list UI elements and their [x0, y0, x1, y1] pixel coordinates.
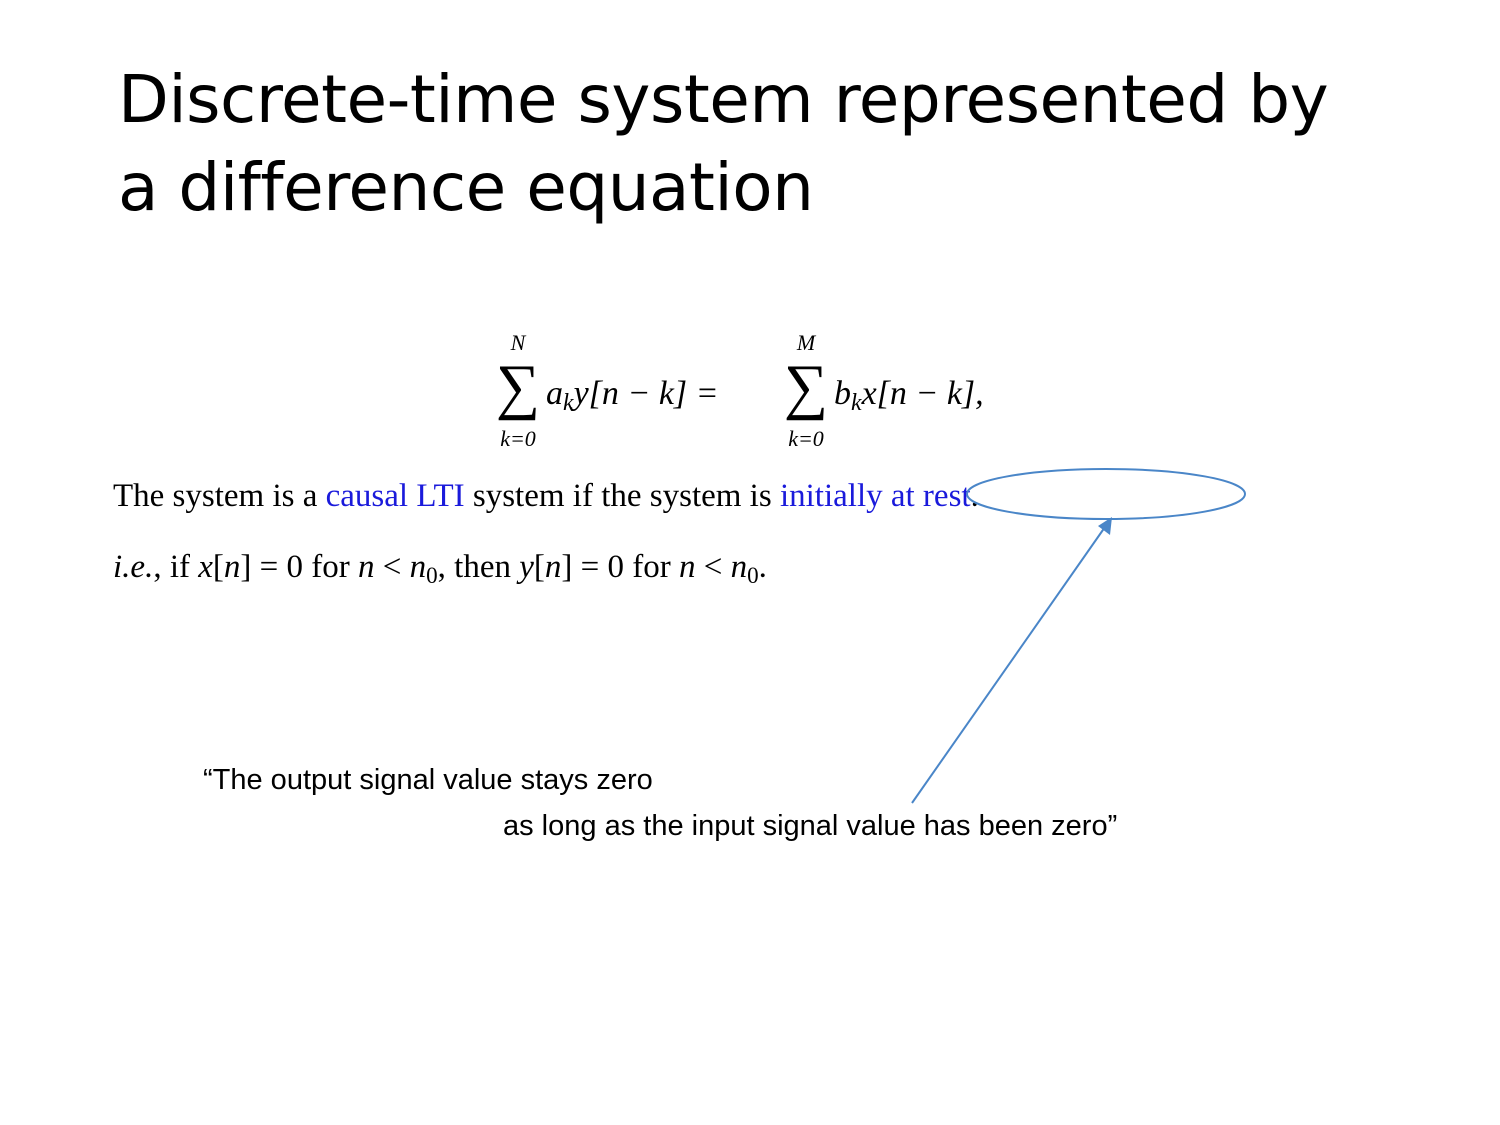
sigma-symbol: ∑ [783, 353, 829, 421]
ie-abbrev: i.e. [113, 549, 154, 585]
var-n: n [544, 549, 562, 585]
var-y: y [519, 549, 534, 585]
annotation-quote-line-1: “The output signal value stays zero [203, 764, 653, 796]
var-n: n [223, 549, 241, 585]
ie-text: < [695, 549, 731, 585]
ie-text: ] = 0 for [240, 549, 358, 585]
sigma-symbol: ∑ [495, 353, 541, 421]
ie-text: , then [437, 549, 520, 585]
arrowhead-icon [1098, 517, 1112, 535]
causal-statement [113, 476, 979, 516]
left-term [546, 374, 719, 423]
coefficient-b: b [834, 375, 851, 412]
var-n0: n [409, 549, 427, 585]
ie-text: [ [533, 549, 545, 585]
annotation-quote-line-2: as long as the input signal value has been zero” [503, 810, 1118, 842]
var-n0-subscript: 0 [426, 561, 438, 588]
title-line-1: Discrete-time system represented by [118, 61, 1329, 138]
ie-condition [113, 547, 767, 595]
left-sum-upper-limit: N [510, 330, 526, 355]
var-n: n [679, 549, 696, 585]
right-sum-upper-limit: M [796, 330, 816, 355]
right-term-rest: x[n − k], [861, 375, 984, 412]
var-n0-subscript: 0 [747, 561, 759, 588]
right-sum-lower-limit: k=0 [788, 426, 824, 451]
slide-title [118, 56, 1418, 232]
var-x: x [198, 549, 213, 585]
statement-part-1: The system is a [113, 478, 326, 514]
statement-part-2: system if the system is [464, 478, 780, 514]
ie-text: < [374, 549, 410, 585]
causal-lti-term: causal LTI [325, 478, 465, 514]
title-line-2: a difference equation [118, 149, 814, 226]
initially-at-rest-term: initially at rest [779, 478, 971, 514]
var-n: n [358, 549, 375, 585]
coefficient-a-subscript: k [563, 389, 574, 416]
highlight-ellipse [967, 469, 1245, 519]
annotation-arrow-line [912, 527, 1105, 803]
var-n0: n [730, 549, 748, 585]
coefficient-a: a [546, 375, 563, 412]
right-term [834, 374, 984, 423]
ie-text: [ [212, 549, 224, 585]
statement-part-3: . [970, 478, 979, 514]
ie-text: , if [153, 549, 199, 585]
difference-equation [478, 330, 1038, 460]
left-term-rest: y[n − k] = [573, 375, 719, 412]
left-sum-lower-limit: k=0 [500, 426, 536, 451]
ie-text: . [758, 549, 767, 585]
ie-text: ] = 0 for [561, 549, 679, 585]
coefficient-b-subscript: k [851, 389, 862, 416]
